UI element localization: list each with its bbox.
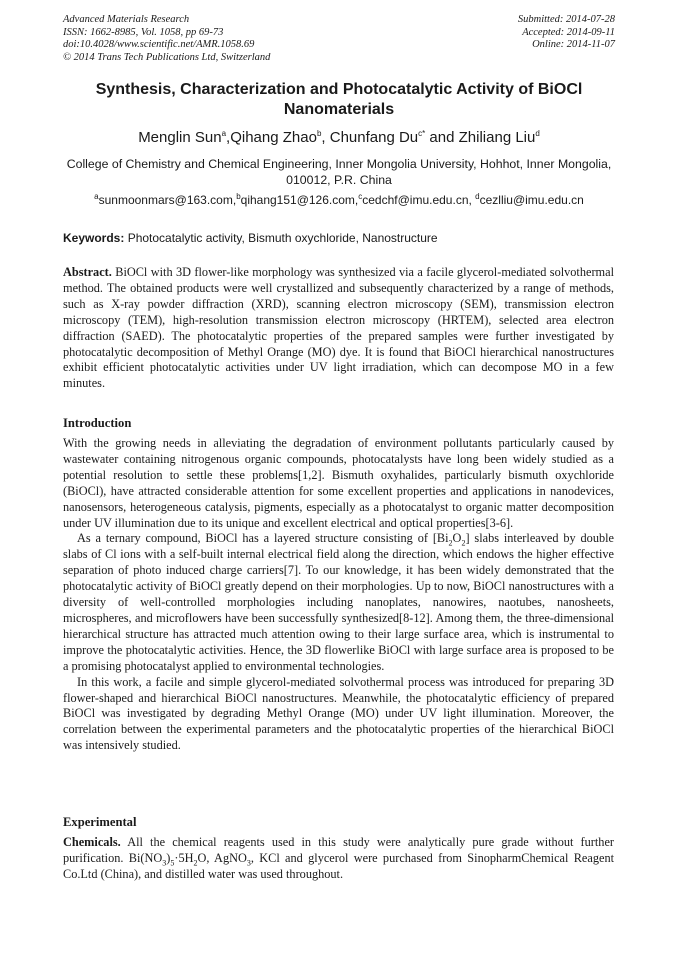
submitted-date: Submitted: 2014-07-28 (517, 14, 615, 25)
intro-paragraph-3: In this work, a facile and simple glycerol-mediated solvothermal process was introduced for preparing 3D flower-shaped and hierarchical BiOCl nanostructures. Meanwhile, the photocatalytic efficiency of prepared BiOCl was investigated by degrading Methyl Orange (MO) under UV light illumination. Moreover, the correlation between the experimental parameters and the photocatalytic properties of the hierarchical BiOCl was intensively studied. (63, 674, 614, 753)
paper-title (63, 80, 615, 120)
dates-info (518, 14, 615, 52)
intro-paragraph-2 (63, 531, 614, 674)
affiliation-line-2: 010012, P.R. China (286, 173, 392, 187)
author-affil-mark: c* (418, 129, 426, 138)
text-run: O, AgNO (197, 850, 247, 865)
introduction-body (63, 436, 614, 754)
email-link[interactable]: qihang151@126.com, (240, 193, 359, 207)
text-run: As a ternary compound, BiOCl has a layered structure consisting of [Bi (77, 531, 449, 546)
email-link[interactable]: sunmoonmars@163.com, (98, 193, 237, 207)
publication-info (63, 14, 270, 64)
email-mark: b (236, 192, 241, 201)
text-run: All the chemical reagents used in this study were analytically pure grade without further purification. Bi(NO (63, 835, 614, 865)
experimental-heading: Experimental (63, 815, 137, 829)
author-affil-mark: d (535, 129, 540, 138)
experimental-body (63, 835, 614, 883)
text-run: , KCl and glycerol were purchased from SinopharmChemical Reagent Co.Ltd (China), and distilled water was used throughout. (63, 850, 615, 881)
keywords-label: Keywords: (63, 231, 125, 245)
text-run: ) (166, 850, 171, 865)
email-mark: d (475, 192, 480, 201)
author-affil-mark: a (221, 129, 227, 138)
journal-header (63, 14, 615, 66)
keywords-text: Photocatalytic activity, Bismuth oxychloride, Nanostructure (124, 231, 438, 245)
doi-line[interactable]: doi:10.4028/www.scientific.net/AMR.1058.69 (63, 39, 255, 50)
email-mark: c (358, 192, 363, 201)
title-line-1: Synthesis, Characterization and Photocatalytic Activity of BiOCl (95, 81, 583, 98)
abstract-label: Abstract. (63, 265, 112, 279)
email-link[interactable]: cedchf@imu.edu.cn, (362, 193, 476, 207)
author-name: Zhiliang Liu (458, 129, 536, 146)
subscript: 2 (448, 538, 453, 548)
author-separator: and (425, 129, 459, 146)
email-mark: a (94, 192, 99, 201)
email-link[interactable]: cezlliu@imu.edu.cn (479, 193, 584, 207)
online-date: Online: 2014-11-07 (532, 39, 615, 50)
chemicals-label: Chemicals. (63, 835, 121, 849)
author-emails (63, 192, 615, 208)
issn-line: ISSN: 1662-8985, Vol. 1058, pp 69-73 (63, 26, 224, 38)
keywords (63, 230, 615, 246)
chemicals-paragraph (63, 835, 614, 883)
author-name: Qihang Zhao (230, 129, 317, 146)
subscript: 3 (162, 858, 167, 868)
title-line-2: Nanomaterials (283, 101, 395, 118)
author-name: Menglin Sun (138, 129, 222, 146)
author-separator: , (226, 129, 231, 146)
affiliation-line-1: College of Chemistry and Chemical Engineering, Inner Mongolia University, Hohhot, Inner Mongolia, (66, 157, 612, 171)
abstract-text: BiOCl with 3D flower-like morphology was synthesized via a facile glycerol-mediated solvothermal method. The obtained products were well crystallized and subsequently characterized by a range of methods, such as X-ray powder diffraction (XRD), scanning electron microscopy (SEM), transmission electron microscopy (TEM), high-resolution transmission electron microscopy (HRTEM), selected area electron diffraction (SAED). The photocatalytic properties of the prepared samples were further investigated by photocatalytic decomposition of Methyl Orange (MO) dye. It is found that BiOCl hierarchical nanostructures exhibit efficient photocatalytic activities under UV light irradiation, which can decompose MO in a few minutes. (63, 265, 614, 391)
introduction-heading: Introduction (63, 416, 132, 430)
affiliation (63, 156, 615, 188)
accepted-date: Accepted: 2014-09-11 (522, 26, 615, 38)
text-run: ·5H (174, 850, 194, 865)
copyright-line: © 2014 Trans Tech Publications Ltd, Switzerland (63, 51, 271, 63)
journal-name: Advanced Materials Research (63, 14, 190, 25)
abstract (63, 265, 614, 392)
author-list (63, 128, 615, 148)
text-run: ] slabs interleaved by double slabs of Cl ions with a self-built internal electrical field along the direction, which endows the higher effective separation of photo induced charge carriers[7]. To our knowledge, it has been widely demonstrated that the photocatalytic activity of BiOCl greatly depend on their morphologies. Up to now, BiOCl nanostructures with a diversity of well-controlled morphologies including nanoplates, nanowires, naotubes, nanosheets, microspheres, and microflowers have been successfully synthesized[8-12]. Among them, the three-dimensional hierarchical structure has attracted much attention owing to their large surface area, which is instrumental to improve the photocatalytic activities. Hence, the 3D flowerlike BiOCl with large surface area is proposed to be a promising photocatalyst applied to environmental technologies. (63, 531, 615, 673)
intro-paragraph-1: With the growing needs in alleviating the degradation of environment pollutants particularly caused by wastewater containing nitrogenous organic compounds, photocatalysts have long been widely studied as a potential resolution to settle these problems[1,2]. Bismuth oxyhalides, particularly bismuth oxychloride (BiOCl), have attracted considerable attention for some excellent properties and applications in nanodevices, nanosensors, heterogeneous catalysis, pigments, especially as a photocatalyst to organic matter decomposition under UV illumination due to its unique and excellent electrical and optical properties[3-6]. (63, 436, 614, 530)
subscript: 3 (246, 858, 251, 868)
author-affil-mark: b (316, 129, 322, 138)
subscript: 5 (170, 858, 175, 868)
author-name: Chunfang Du (329, 129, 419, 146)
text-run: O (452, 531, 462, 546)
subscript: 2 (461, 538, 466, 548)
subscript: 2 (193, 858, 198, 868)
author-separator: , (321, 129, 330, 146)
